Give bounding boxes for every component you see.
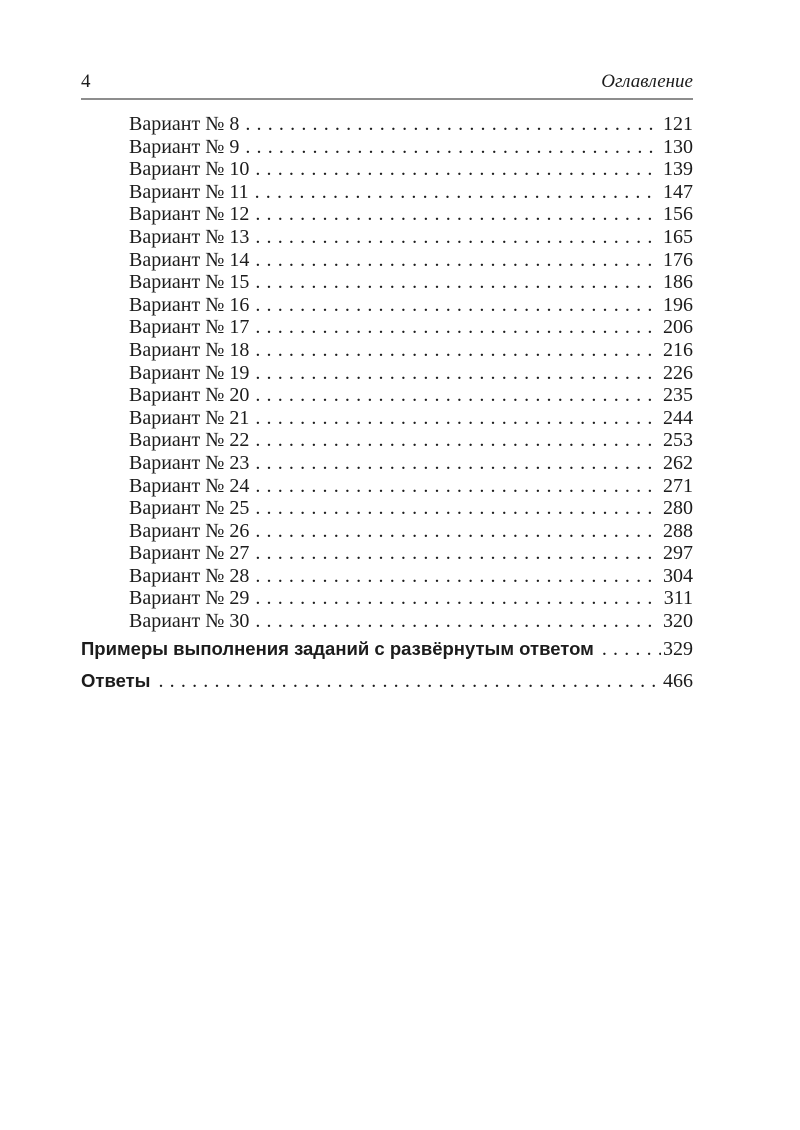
toc-entry-label: Вариант № 13 <box>129 225 250 248</box>
toc-entry-label: Вариант № 8 <box>129 113 240 135</box>
toc-entry <box>81 158 693 181</box>
toc-entry-page: 226 <box>663 361 693 384</box>
toc-entry-page: 271 <box>663 474 693 497</box>
dot-leader <box>255 362 657 385</box>
dot-leader <box>255 316 657 339</box>
dot-leader <box>255 452 657 475</box>
toc-entry-label: Вариант № 28 <box>129 564 250 587</box>
toc-entry-label: Вариант № 27 <box>129 542 250 565</box>
dot-leader <box>255 339 657 362</box>
toc-entry <box>81 249 693 272</box>
toc-entry-label: Вариант № 15 <box>129 271 250 294</box>
toc-entry <box>81 181 693 204</box>
toc-entry-page: 206 <box>663 316 693 339</box>
toc-entry <box>81 587 693 610</box>
toc-entry <box>81 407 693 430</box>
toc-entry <box>81 226 693 249</box>
toc-section-label: Примеры выполнения заданий с развёрнутым ответом <box>81 637 594 659</box>
dot-leader <box>245 136 657 159</box>
toc-entry <box>81 136 693 159</box>
toc-entry-page: 186 <box>663 271 693 294</box>
dot-leader <box>158 665 661 697</box>
toc-section-list <box>81 633 693 697</box>
toc-entry-page: 139 <box>663 158 693 181</box>
toc-entry-label: Вариант № 25 <box>129 497 250 520</box>
dot-leader <box>255 203 657 226</box>
toc-entry <box>81 610 693 633</box>
toc-list <box>81 113 693 633</box>
toc-entry-label: Вариант № 24 <box>129 474 250 497</box>
toc-entry-label: Вариант № 19 <box>129 361 250 384</box>
toc-entry <box>81 452 693 475</box>
page-header <box>81 72 693 100</box>
toc-entry-page: 147 <box>663 180 693 203</box>
toc-entry <box>81 316 693 339</box>
toc-entry-page: 156 <box>663 203 693 226</box>
toc-entry <box>81 520 693 543</box>
toc-entry <box>81 362 693 385</box>
dot-leader <box>255 249 657 272</box>
toc-entry-label: Вариант № 11 <box>129 180 249 203</box>
toc-entry-page: 311 <box>663 587 693 610</box>
page-number: 4 <box>81 71 91 92</box>
dot-leader <box>255 565 657 588</box>
dot-leader <box>602 633 661 665</box>
toc-entry-page: 121 <box>663 113 693 135</box>
toc-entry-page: 288 <box>663 519 693 542</box>
toc-entry-page: 165 <box>663 225 693 248</box>
toc-entry <box>81 497 693 520</box>
dot-leader <box>255 542 657 565</box>
toc-entry-label: Вариант № 12 <box>129 203 250 226</box>
toc-entry <box>81 271 693 294</box>
toc-entry-label: Вариант № 18 <box>129 338 250 361</box>
toc-entry-label: Вариант № 22 <box>129 429 250 452</box>
toc-entry-page: 320 <box>663 610 693 633</box>
toc-section-label: Ответы <box>81 669 151 691</box>
dot-leader <box>255 429 657 452</box>
dot-leader <box>255 271 657 294</box>
dot-leader <box>255 294 657 317</box>
toc-entry-page: 216 <box>663 338 693 361</box>
toc-entry <box>81 294 693 317</box>
toc-section-entry <box>81 665 693 697</box>
toc-entry-label: Вариант № 16 <box>129 293 250 316</box>
toc-entry-label: Вариант № 23 <box>129 451 250 474</box>
running-title: Оглавление <box>601 71 693 92</box>
dot-leader <box>255 226 657 249</box>
toc-entry-label: Вариант № 17 <box>129 316 250 339</box>
toc-section-entry <box>81 633 693 665</box>
toc-entry-label: Вариант № 21 <box>129 406 250 429</box>
dot-leader <box>255 610 657 633</box>
toc-entry <box>81 429 693 452</box>
toc-section-page: 466 <box>663 669 693 692</box>
dot-leader <box>255 158 657 181</box>
toc-entry-label: Вариант № 20 <box>129 384 250 407</box>
toc-entry-page: 280 <box>663 497 693 520</box>
toc-entry-page: 196 <box>663 293 693 316</box>
dot-leader <box>255 384 657 407</box>
dot-leader <box>255 497 657 520</box>
toc-entry-label: Вариант № 14 <box>129 248 250 271</box>
toc-entry <box>81 339 693 362</box>
toc-entry-page: 253 <box>663 429 693 452</box>
toc-entry <box>81 113 693 136</box>
toc-entry-page: 176 <box>663 248 693 271</box>
toc-entry <box>81 565 693 588</box>
toc-entry-page: 297 <box>663 542 693 565</box>
toc-entry-page: 262 <box>663 451 693 474</box>
toc-entry-label: Вариант № 10 <box>129 158 250 181</box>
toc-entry-page: 130 <box>663 135 693 158</box>
toc-entry-label: Вариант № 30 <box>129 610 250 633</box>
toc-entry <box>81 203 693 226</box>
dot-leader <box>255 407 657 430</box>
dot-leader <box>245 113 657 136</box>
toc-entry-page: 244 <box>663 406 693 429</box>
toc-entry-label: Вариант № 29 <box>129 587 250 610</box>
toc-entry <box>81 542 693 565</box>
toc-entry <box>81 475 693 498</box>
dot-leader <box>255 475 657 498</box>
toc-entry-label: Вариант № 26 <box>129 519 250 542</box>
dot-leader <box>255 181 657 204</box>
toc-entry-page: 235 <box>663 384 693 407</box>
toc-entry <box>81 384 693 407</box>
toc-entry-page: 304 <box>663 564 693 587</box>
dot-leader <box>255 520 657 543</box>
toc-section-page: 329 <box>663 637 693 660</box>
dot-leader <box>255 587 657 610</box>
toc-entry-label: Вариант № 9 <box>129 135 240 158</box>
